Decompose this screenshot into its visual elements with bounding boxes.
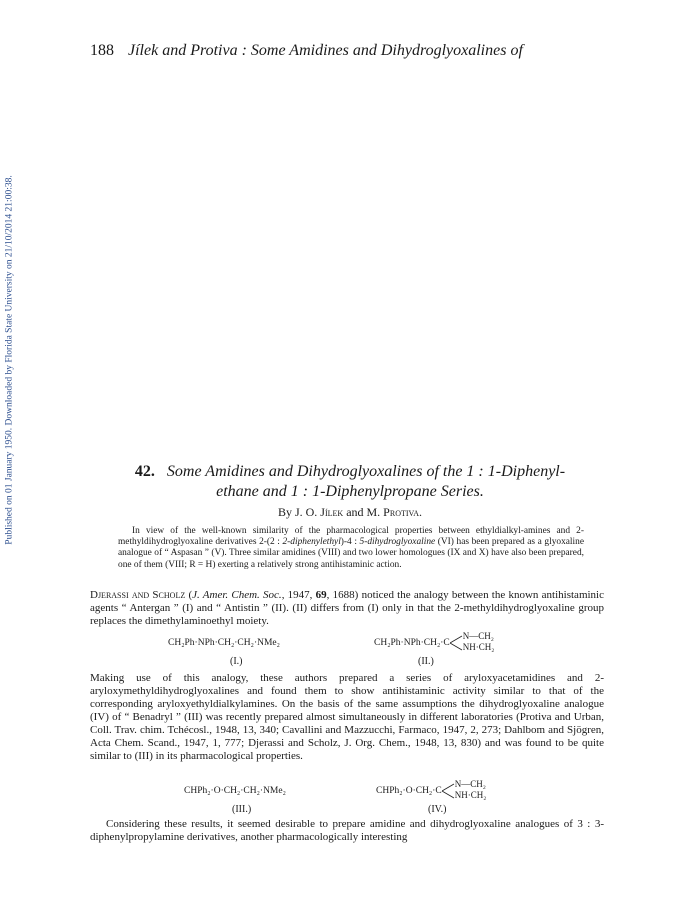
side-note-text: Published on 01 January 1950. Downloaded by Florida State University on 21/10/2014 21:00:38.: [5, 175, 16, 545]
formula-IV-prefix: CHPh₂·O·CH₂·C: [376, 786, 442, 796]
formula-row-1: [90, 631, 604, 670]
ring-bonds-2: [442, 780, 456, 802]
ring-bottom-2: NH·CH₂: [454, 790, 487, 800]
formula-II-prefix: CH₂Ph·NPh·CH₂·C: [374, 638, 450, 648]
paragraph-2: [90, 672, 604, 763]
title-line-2: ethane and 1 : 1-Diphenylpropane Series.: [216, 483, 484, 500]
author-2: M. Protiva.: [366, 505, 423, 519]
page-number: 188: [90, 42, 114, 59]
authors-prefix: By: [277, 505, 292, 519]
authors: [90, 505, 610, 520]
formula-I-label: (I.): [230, 656, 243, 667]
paragraph-3: [90, 818, 604, 844]
formula-IV: [376, 780, 502, 802]
paragraph-1-part-1: (: [185, 589, 193, 601]
paragraph-1-lead: Djerassi and Scholz: [90, 589, 186, 601]
formula-III-label: (III.): [232, 804, 252, 815]
formula-row-2: [90, 779, 604, 818]
abstract-part-3: (VI) has been prepared as a glyoxaline analogue of “ Aspasan ” (V). Three similar amidines (VIII) and two lower homologues (IX and X) have also been prepared, one of them (VIII; R = H) exerting a relatively strong antihistaminic action.: [118, 537, 584, 570]
formula-III: CHPh₂·O·CH₂·CH₂·NMe₂: [184, 786, 286, 796]
formula-I: CH₂Ph·NPh·CH₂·CH₂·NMe₂: [168, 638, 280, 648]
article-number: 42.: [134, 463, 155, 480]
side-note: [2, 140, 18, 580]
formula-IV-label: (IV.): [428, 804, 447, 815]
abstract-part-1: In view of the well-known similarity of the pharmacological properties between ethyldialkyl-amines and 2-methyldihydroglyoxaline derivatives 2-(2 :: [118, 526, 584, 548]
abstract-italic-1: 2-diphenylethyl: [282, 537, 341, 548]
paragraph-1: [90, 589, 604, 628]
article-title: [90, 462, 610, 502]
formula-II: [374, 632, 510, 654]
paragraph-1-part-2: , 1947,: [281, 589, 316, 601]
ring-structure-2: [442, 780, 502, 802]
formula-II-label: (II.): [418, 656, 434, 667]
ring-top: N—CH₂: [462, 631, 494, 641]
author-1: J. O. Jílek: [294, 505, 344, 519]
volume-ref: 69: [315, 589, 327, 601]
paragraph-3-text: Considering these results, it seemed desirable to prepare amidine and dihydroglyoxaline analogues of 3 : 3-diphenylpropylamine derivatives, another pharmacologically interesting: [90, 818, 604, 843]
abstract-italic-2: 5-dihydroglyoxaline: [359, 537, 436, 548]
running-head-text: Jílek and Protiva : Some Amidines and Dihydroglyoxalines of: [128, 42, 523, 59]
ring-structure: [450, 632, 510, 654]
ring-bottom: NH·CH₂: [462, 642, 495, 652]
ring-bonds: [450, 632, 464, 654]
abstract-part-2: )-4 :: [340, 537, 360, 548]
authors-and: and: [346, 505, 364, 519]
paragraph-2-text: Making use of this analogy, these authors prepared a series of aryloxyacetamidines and 2-aryloxymethyldihydroglyoxalines and found them to show antihistaminic activity similar to that of the corresponding aryloxyethyldialkylamines. On the basis of the same assumptions the dihydroglyoxaline analogue (IV) of “ Benadryl ” (III) was recently prepared almost simultaneously in different laboratories (Protiva and Urban, Coll. Trav. chim. Tchécosl., 1948, 13, 340; Cavallini and Mazzucchi, Farmaco, 1947, 2, 273; Dahlbom and Sjögren, Acta Chem. Scand., 1947, 1, 777; Djerassi and Scholz, J. Org. Chem., 1948, 13, 830) and was found to be quite similar to (III) in its pharmacological properties.: [90, 672, 604, 762]
ring-top-2: N—CH₂: [454, 779, 486, 789]
paragraph-1-part-3: , 1688) noticed the analogy between the known antihistaminic agents “ Antergan ” (I) and “ Antistin ” (II). (II) differs from (I) only in that the 2-methyldihydroglyoxaline group replaces the dimethylaminoethyl moiety.: [90, 589, 604, 627]
running-head: [90, 42, 523, 60]
abstract: [118, 526, 584, 571]
journal-ref: J. Amer. Chem. Soc.: [192, 589, 282, 601]
title-line-1: Some Amidines and Dihydroglyoxalines of the 1 : 1-Diphenyl-: [166, 463, 566, 480]
